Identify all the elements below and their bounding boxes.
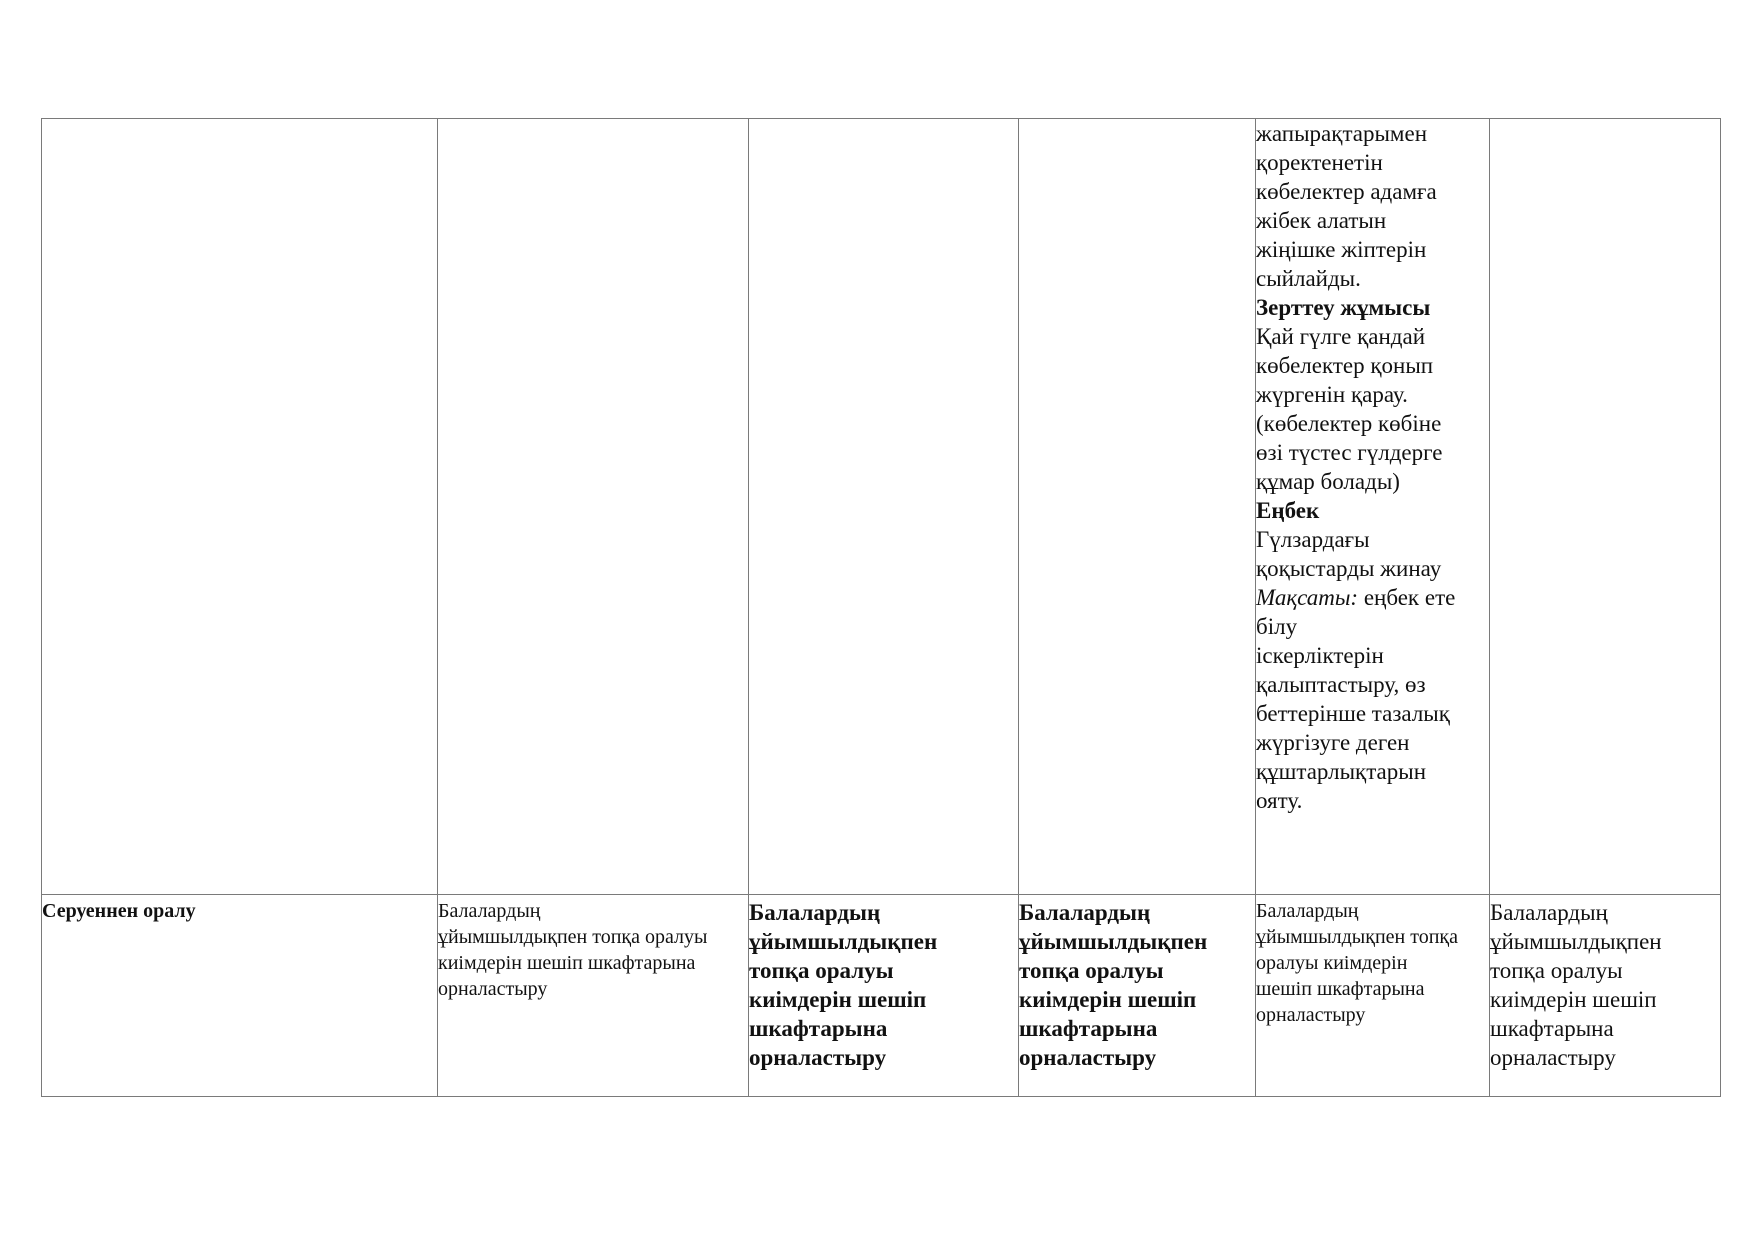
activity-text-3: Гүлзардағы қоқыстарды жинау (1256, 527, 1442, 581)
cell-text: Балалардың ұйымшылдықпен топқа оралуы киімдерін шешіп шкафтарына орналастыру (1490, 900, 1662, 1070)
goal-text: еңбек ете білу іскерліктерін қалыптастыру, өз беттерінше тазалық жүргізуге деген құштарлықтарын ояту. (1256, 585, 1456, 813)
cell-text: Балалардың ұйымшылдықпен топқа оралуы киімдерін шешіп шкафтарына орналастыру (749, 900, 938, 1070)
table-cell (1019, 119, 1256, 895)
cell-text: Балалардың ұйымшылдықпен топқа оралуы киімдерін шешіп шкафтарына орналастыру (1256, 900, 1459, 1026)
table-cell (749, 895, 1019, 1097)
row-label: Серуеннен оралу (42, 900, 196, 922)
goal-paragraph (1256, 583, 1489, 815)
table-cell (749, 119, 1019, 895)
activity-text-2: Қай гүлге қандай көбелектер қонып жүргенін қарау. (көбелектер көбіне өзі түстес гүлдерге құмар болады) (1256, 324, 1443, 494)
table-row (42, 895, 1721, 1097)
activity-cell (1256, 119, 1490, 895)
cell-text: Балалардың ұйымшылдықпен топқа оралуы киімдерін шешіп шкафтарына орналастыру (438, 900, 708, 1000)
table-cell (1256, 895, 1490, 1097)
table-cell (1490, 895, 1721, 1097)
table-row (42, 119, 1721, 895)
table-cell (1490, 119, 1721, 895)
table-cell (438, 119, 749, 895)
cell-text: Балалардың ұйымшылдықпен топқа оралуы киімдерін шешіп шкафтарына орналастыру (1019, 900, 1208, 1070)
table-cell (438, 895, 749, 1097)
labor-heading: Еңбек (1256, 498, 1320, 523)
schedule-table (41, 118, 1721, 1097)
row-label-cell (42, 895, 438, 1097)
goal-label: Мақсаты: (1256, 585, 1359, 610)
table-cell (42, 119, 438, 895)
table-cell (1019, 895, 1256, 1097)
activity-text-1: жапырақтарымен қоректенетін көбелектер адамға жібек алатын жіңішке жіптерін сыйлайды. (1256, 121, 1437, 291)
research-heading: Зерттеу жұмысы (1256, 295, 1431, 320)
